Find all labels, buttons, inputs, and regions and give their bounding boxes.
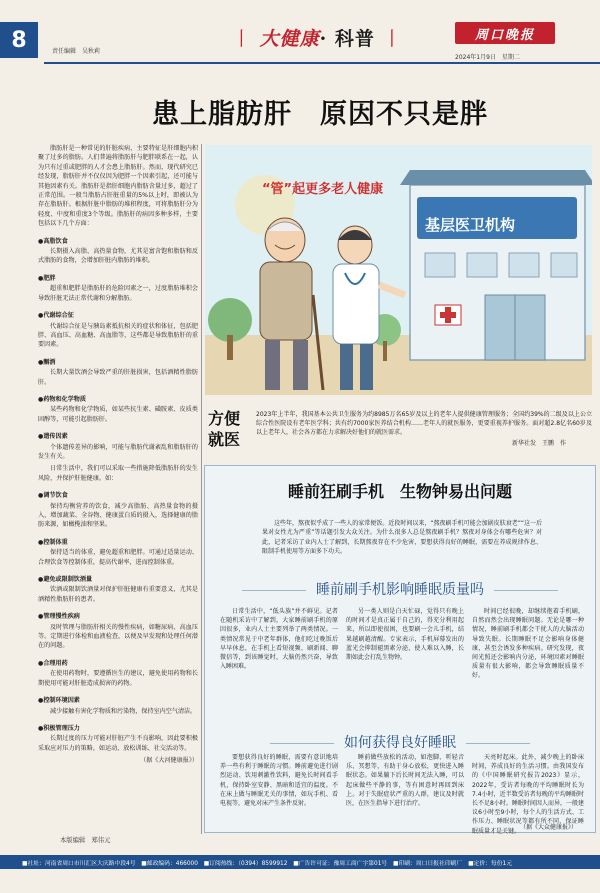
illustration-credit: 新华社发 王鹏 作 bbox=[512, 440, 567, 447]
section-bar-left: 丨 bbox=[232, 28, 253, 50]
cause-body: 长期大量饮酒会导致严重的肝脏损害，包括酒精性脂肪肝。 bbox=[38, 369, 198, 386]
cause-head: ●药物和化学物质 bbox=[38, 395, 86, 403]
cause-body: 代谢综合征是与胰岛素抵抗相关的症状和体征，包括肥胖、高血压、高血糖、高血脂等，这些都是导致脂肪肝的重要因素。 bbox=[38, 322, 198, 349]
main-headline: 患上脂肪肝 原因不只是胖 bbox=[152, 99, 488, 130]
left-article-source: （据《大河健康报》） bbox=[140, 757, 198, 765]
paragraph: 日常生活中，“低头族”并不鲜见。记者在随机采访中了解到，大家睡前刷手机的原因很多，业内人士主要列举了两类情况。一类情况常见于中老年群体，他们吃过晚饭后早早休息，在手机上看短视频、刷新闻、聊微信等，到该睡觉时，大脑仍然兴奋，导致入睡困难。 bbox=[220, 608, 338, 671]
illustration-caption: 2023年上半年，我国基本公共卫生服务为约8985万名65岁及以上的老年人提供健康管理服务；全国约39%的二级及以上公立综合性医院设有老年医学科；共有约7000家医养结合机构……老年人的就医服务，更要重视养护服务。面对超2.8亿名60岁及以上老年人，社会各方都在力求解决好他们的就医需求。 bbox=[256, 411, 592, 436]
cause-head: ●高脂饮食 bbox=[38, 237, 68, 245]
clinic-sign: 基层医卫机构 bbox=[425, 216, 516, 234]
header-rule bbox=[44, 62, 600, 64]
article2-source: （据《大众健康报》） bbox=[520, 824, 578, 831]
cause-list bbox=[38, 237, 198, 462]
footer-bar: ■社址：河南省周口市川汇区大庆路中段4号 ■邮政编码：466000 ■订阅热线：（0394）8599912 ■广告许可证：豫周工商广字第01号 ■印刷：周口日报社印刷厂 ■定价：每份1元 bbox=[0, 855, 600, 869]
page-number: 8 bbox=[0, 22, 38, 58]
article2-section1-col3 bbox=[472, 607, 584, 681]
paragraph: 另一类人则是白天忙碌，觉得只有晚上的时间才是真正属于自己的，得充分利用起来，所以即使很困，也要刷一会儿手机，结果越刷越清醒。专家表示，手机屏幕发出的蓝光会抑制褪黑素分泌，使人难以入睡，长期如此会打乱生物钟。 bbox=[346, 608, 464, 662]
issue-date: 2024年1月9日 星期二 bbox=[455, 54, 520, 61]
cause-body: 个体遗传差异的影响，可能与脂肪代谢紊乱和脂肪肝的发生有关。 bbox=[38, 443, 198, 460]
measure-head: ●控制环境因素 bbox=[38, 697, 80, 705]
left-intro: 脂肪肝是一种常见的肝脏疾病，主要特征是肝细胞内积聚了过多的脂肪。人们普遍将脂肪肝与肥胖联系在一起，认为只有过重或肥胖的人才会患上脂肪肝。然而，现代研究已经发现，脂肪肝并不仅仅因为肥胖一个因素引起，还可能与其他因素有关。脂肪肝是指肝细胞内脂肪含量过多，超过了正常范围。一般当脂肪占肝脏重量的5%以上时，即被认为存在脂肪肝。根据肝脏中脂肪的堆积程度，可将脂肪肝分为轻度、中度和重度3个等级。脂肪肝的病因多种多样，主要包括以下几个方面： bbox=[38, 145, 198, 228]
article2-title: 睡前狂刷手机 生物钟易出问题 bbox=[287, 482, 512, 501]
measure-body: 及时管理与脂肪肝相关的慢性疾病，如糖尿病、高血压等。定期进行体检和血液检查，以便及早发现和处理任何潜在的问题。 bbox=[38, 623, 198, 650]
article2-intro: 这些年，熬夜似乎成了一些人的家常便饭。近段时间以来，“熬夜刷手机可能会加剧皮肤衰老”“这一后果对女性尤为严重”等话题引发大众关注。为什么很多人总是熬夜刷手机？熬夜对身体会有哪些危害？对此，记者采访了业内人士了解到，长期熬夜存在不少危害，要想获得良好的睡眠，需要在养成规律作息、限制手机使用等方面多下功夫。 bbox=[262, 520, 542, 556]
section-accent: 大健康 bbox=[259, 28, 320, 50]
section-title bbox=[232, 24, 403, 51]
cause-head: ●代谢综合征 bbox=[38, 312, 74, 320]
article2-subhead-1 bbox=[204, 579, 596, 599]
cause-head: ●酗酒 bbox=[38, 358, 56, 366]
article2-section1-col2 bbox=[346, 607, 464, 662]
measure-body: 减少接触有害化学物质和污染物，保持室内空气清洁。 bbox=[50, 707, 197, 715]
article2-section2-col1 bbox=[220, 753, 338, 808]
measure-head: ●避免或限制饮酒量 bbox=[38, 576, 93, 584]
article2-subhead-2 bbox=[204, 732, 596, 752]
measure-body: 保持均衡营养的饮食，减少高脂肪、高热量食物的摄入，增加蔬菜、全谷物、健康蛋白质的摄入，选择健康的脂肪来源，如橄榄油和坚果。 bbox=[38, 502, 198, 529]
measure-body: 长期过度的压力可能对肝脏产生不良影响，因此要积极采取应对压力的策略，如运动、放松训练、社交活动等。 bbox=[38, 735, 198, 752]
measure-head: ●调节饮食 bbox=[38, 492, 68, 500]
paragraph: 睡前做些放松的活动，如泡脚、听轻音乐、冥想等，有助于身心放松，更快进入睡眠状态。如果躺下后长时间无法入睡，可以起床做些平静的事，等有困意时再回到床上。对于失眠症状严重的人群，建议及时就医，在医生指导下进行治疗。 bbox=[346, 754, 464, 808]
illustration-banner: “管”起更多老人健康 bbox=[262, 182, 384, 197]
column-divider bbox=[201, 144, 202, 834]
section-bar-right: 丨 bbox=[382, 28, 403, 50]
measure-body: 饮酒或限制饮酒量对保护肝脏健康有重要意义，尤其是酒精性脂肪肝的患者。 bbox=[38, 586, 198, 603]
measure-head: ●合理用药 bbox=[38, 659, 68, 667]
paragraph: 天亮时起床。此外，减少晚上的卧床时间，养成良好的生活习惯。由我国发布的《中国睡眠研究报告2023》显示，2022年，受访者每晚的平均睡眠时长为7.4小时，近半数受访者每晚的平均睡眠时长不足8小时。睡眠时间因人而异，一般建议6小时至9小时，每个人的生活方式、工作压力、睡眠状况等都有所不同，保证睡眠质量才是关键。 bbox=[472, 754, 584, 835]
subhead-text: 如何获得良好睡眠 bbox=[344, 735, 456, 751]
measure-head: ●控制体重 bbox=[38, 538, 68, 546]
illustration-side-caption: 方便就医 bbox=[208, 409, 241, 449]
cause-body: 超重和肥胖是脂肪肝的危险因素之一，过度脂肪堆积会导致肝脏无法正常代谢和分解脂肪。 bbox=[38, 285, 198, 302]
cause-body: 某些药物和化学物质，如某些抗生素、磺胺素、皮质类固醇等，可能引起脂肪肝。 bbox=[38, 406, 198, 423]
measure-body: 在使用药物时，要遵循医生的建议，避免使用药物和长期使用可能对肝脏造成损害的药物。 bbox=[38, 670, 198, 687]
responsible-editor: 责任编辑 吴秋莉 bbox=[52, 48, 101, 55]
paragraph: 时间已经很晚，却继续抱着手机刷，自然而然会出现睡眠问题。无论是哪一种情况，睡前刷手机都会干扰人的大脑活动导致失眠。长期睡眠不足会影响身体健康，甚至会诱发多种疾病。研究发现，夜间光照还会影响内分泌，环境因素对睡眠质量有很大影响，都会导致睡眠质量不好。 bbox=[472, 608, 584, 680]
measure-body: 保持适当的体重，避免超重和肥胖。可通过适量运动、合理饮食等控制体重，提高代谢率，进而控制体重。 bbox=[38, 549, 198, 566]
cause-head: ●遗传因素 bbox=[38, 433, 68, 441]
subhead-text: 睡前刷手机影响睡眠质量吗 bbox=[316, 582, 484, 598]
article2-section2-col2 bbox=[346, 753, 464, 808]
cause-body: 长期摄入高脂、高热量食物，尤其是富含饱和脂肪和反式脂肪的食物，会增加肝脏内脂肪的堆积。 bbox=[38, 248, 198, 265]
page-editor: 本版编辑 郑伟元 bbox=[60, 837, 111, 844]
paragraph: 要想获得良好的睡眠，需要有意识地培养一些有利于睡眠的习惯。睡前避免进行剧烈运动、饮用刺激性饮料，避免长时间看手机，保持卧室安静、黑暗和适宜的温度。不在床上做与睡眠无关的事情，如玩手机、看电视等，避免对床产生条件反射。 bbox=[220, 754, 338, 808]
section-name: · 科普 bbox=[319, 28, 375, 50]
prevention-intro: 日常生活中，我们可以采取一些措施降低脂肪肝的发生风险，并保护肝脏健康。如： bbox=[38, 465, 198, 482]
article2-section1-col1 bbox=[220, 607, 338, 671]
measure-head: ●管理慢性疾病 bbox=[38, 613, 80, 621]
measure-head: ●积极管理压力 bbox=[38, 724, 80, 732]
measure-list bbox=[38, 491, 198, 753]
left-article bbox=[38, 144, 198, 769]
newspaper-logo: 周口晚报 bbox=[455, 22, 555, 44]
cause-head: ●肥胖 bbox=[38, 274, 56, 282]
